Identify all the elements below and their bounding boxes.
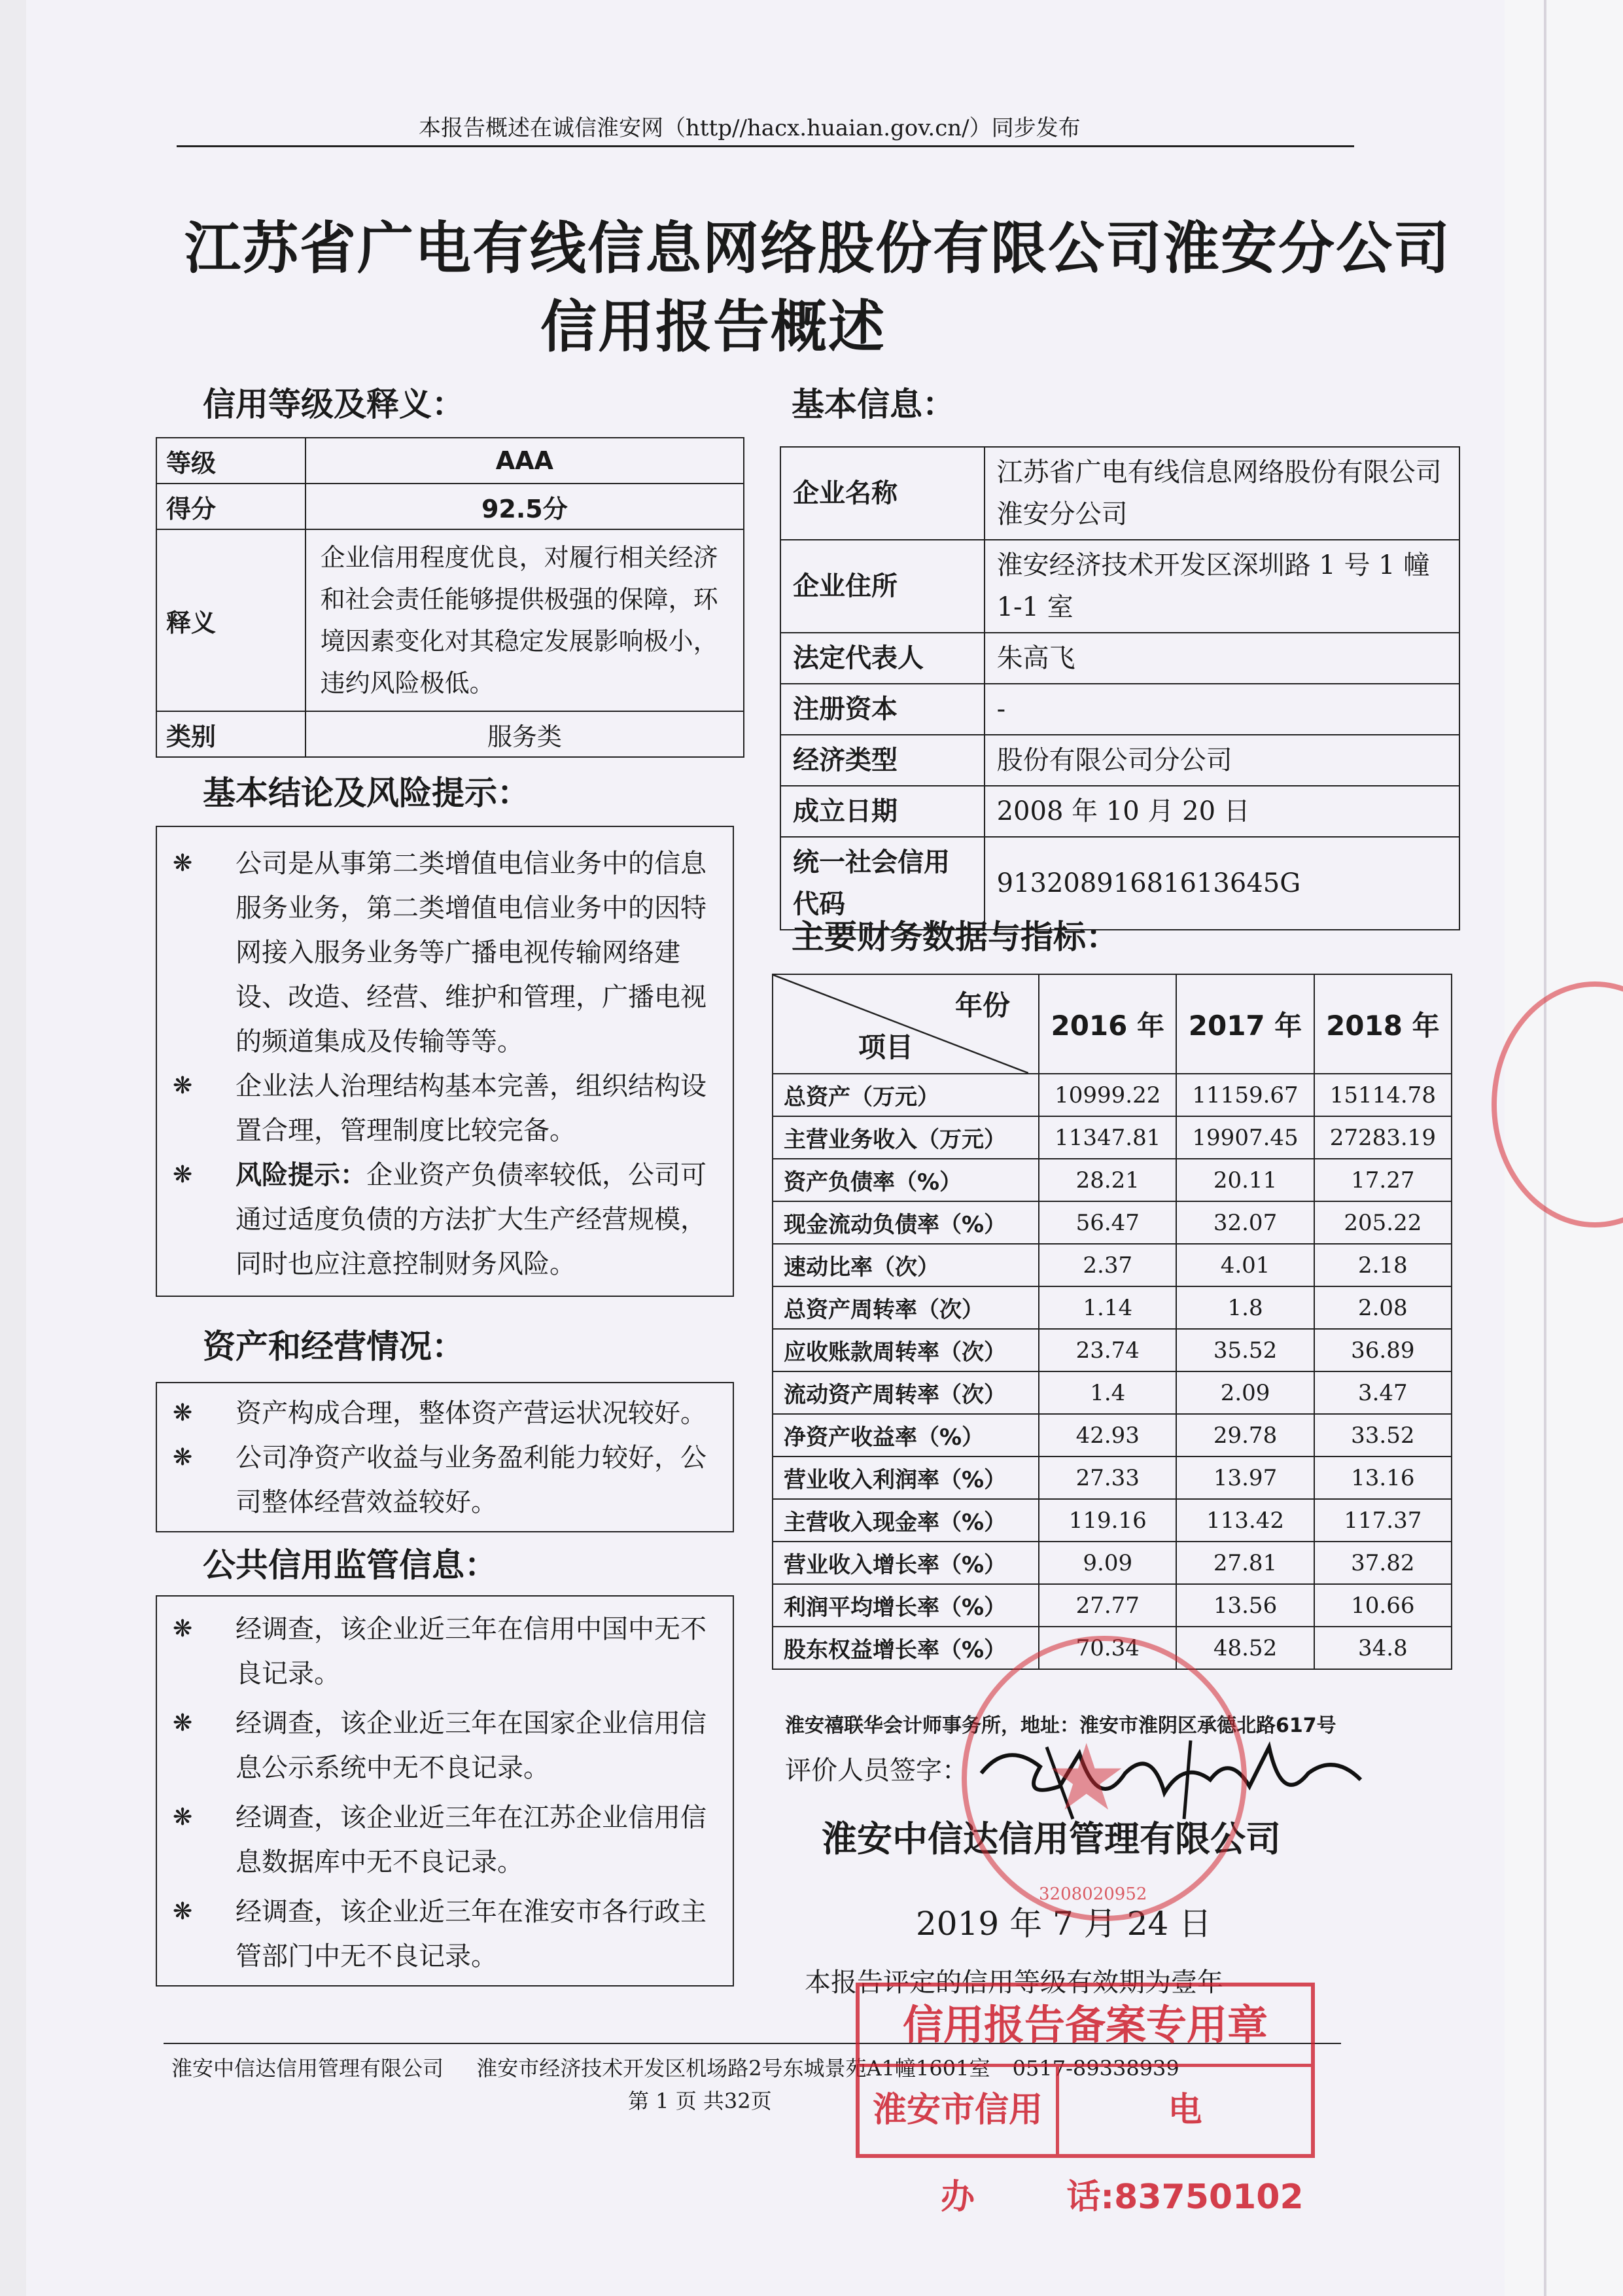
indicator-value: 35.52 — [1176, 1329, 1314, 1371]
item-text: 公司净资产收益与业务盈利能力较好，公司整体经营效益较好。 — [236, 1443, 707, 1517]
address-value: 淮安经济技术开发区深圳路 1 号 1 幢 1-1 室 — [985, 540, 1459, 633]
indicator-value: 11159.67 — [1176, 1074, 1314, 1116]
indicator-value: 13.16 — [1314, 1457, 1452, 1499]
table-header-row — [773, 974, 1452, 1074]
table-row — [780, 786, 1459, 837]
rating-category: 服务类 — [305, 711, 744, 757]
bullet-icon: ❋ — [173, 1898, 193, 1925]
indicator-value: 27.33 — [1039, 1457, 1176, 1499]
indicator-value: 113.42 — [1176, 1499, 1314, 1542]
seal-number: 3208020952 — [1039, 1884, 1147, 1904]
indicator-value: 1.4 — [1039, 1371, 1176, 1414]
indicator-value: 10999.22 — [1039, 1074, 1176, 1116]
credit-rating-heading: 信用等级及释义： — [203, 385, 464, 423]
basic-info-table — [780, 446, 1460, 930]
supervision-heading: 公共信用监管信息： — [203, 1546, 497, 1584]
item-text: 企业法人治理结构基本完善，组织结构设置合理，管理制度比较完备。 — [236, 1071, 707, 1146]
table-row — [773, 1116, 1452, 1159]
assets-heading: 资产和经营情况： — [203, 1328, 464, 1366]
indicator-value: 36.89 — [1314, 1329, 1452, 1371]
table-row — [773, 1584, 1452, 1627]
item-text: 经调查，该企业近三年在信用中国中无不良记录。 — [236, 1614, 707, 1689]
indicator-value: 11347.81 — [1039, 1116, 1176, 1159]
audit-firm-note: 淮安禧联华会计师事务所，地址：淮安市淮阴区承德北路617号 — [785, 1714, 1336, 1737]
list-item — [157, 1701, 733, 1790]
indicator-value: 2.18 — [1314, 1244, 1452, 1286]
rating-definition: 企业信用程度优良，对履行相关经济和社会责任能够提供极强的保障，环境因素变化对其稳定发展影响极小，违约风险极低。 — [305, 529, 744, 711]
rating-level: AAA — [305, 438, 744, 484]
cell-key: 类别 — [156, 711, 305, 757]
bullet-icon: ❋ — [173, 1400, 193, 1426]
indicator-name: 主营收入现金率（%） — [773, 1499, 1039, 1542]
list-item — [157, 1153, 733, 1286]
indicator-value: 10.66 — [1314, 1584, 1452, 1627]
cell-key: 注册资本 — [780, 684, 985, 735]
filing-stamp-title: 信用报告备案专用章 — [860, 1987, 1311, 2067]
indicator-name: 总资产周转率（次） — [773, 1286, 1039, 1329]
list-item — [157, 1607, 733, 1696]
indicator-value: 32.07 — [1176, 1201, 1314, 1244]
table-row — [780, 684, 1459, 735]
conclusion-box — [156, 826, 734, 1297]
publish-note: 本报告概述在诚信淮安网（http//hacx.huaian.gov.cn/）同步发布 — [419, 115, 1081, 141]
validity-note: 本报告评定的信用等级有效期为壹年 — [805, 1968, 1223, 1998]
indicator-value: 19907.45 — [1176, 1116, 1314, 1159]
table-row — [780, 447, 1459, 540]
table-row — [780, 633, 1459, 684]
header-rule — [177, 145, 1354, 147]
table-row — [156, 711, 744, 757]
indicator-name: 总资产（万元） — [773, 1074, 1039, 1116]
bullet-icon: ❋ — [173, 1444, 193, 1471]
item-text: 经调查，该企业近三年在国家企业信用信息公示系统中无不良记录。 — [236, 1708, 707, 1783]
legal-rep-value: 朱高飞 — [985, 633, 1459, 684]
founded-date-value: 2008 年 10 月 20 日 — [985, 786, 1459, 837]
cell-key: 法定代表人 — [780, 633, 985, 684]
list-item — [157, 1890, 733, 1979]
credit-rating-table — [156, 437, 744, 758]
list-item — [157, 1436, 733, 1525]
indicator-value: 23.74 — [1039, 1329, 1176, 1371]
indicator-name: 营业收入增长率（%） — [773, 1542, 1039, 1584]
list-item — [157, 1064, 733, 1153]
indicator-name: 营业收入利润率（%） — [773, 1457, 1039, 1499]
indicator-value: 37.82 — [1314, 1542, 1452, 1584]
table-row — [780, 540, 1459, 633]
indicator-value: 1.8 — [1176, 1286, 1314, 1329]
bullet-icon: ❋ — [173, 1616, 193, 1642]
basic-info-heading: 基本信息： — [792, 385, 955, 423]
indicator-value: 2.08 — [1314, 1286, 1452, 1329]
footer-company: 淮安中信达信用管理有限公司 — [171, 2056, 444, 2081]
indicator-value: 3.47 — [1314, 1371, 1452, 1414]
financial-heading: 主要财务数据与指标： — [792, 918, 1119, 956]
indicator-name: 现金流动负债率（%） — [773, 1201, 1039, 1244]
indicator-value: 29.78 — [1176, 1414, 1314, 1457]
header-year-label: 年份 — [954, 989, 1010, 1021]
item-text: 经调查，该企业近三年在淮安市各行政主管部门中无不良记录。 — [236, 1897, 707, 1971]
table-row — [773, 1457, 1452, 1499]
indicator-value: 4.01 — [1176, 1244, 1314, 1286]
footer-address: 淮安市经济技术开发区机场路2号东城景苑A1幢1601室 — [476, 2056, 990, 2081]
table-row — [773, 1414, 1452, 1457]
indicator-value: 13.97 — [1176, 1457, 1314, 1499]
table-row — [156, 484, 744, 529]
bullet-icon: ❋ — [173, 850, 193, 877]
supervision-box — [156, 1595, 734, 1987]
indicator-value: 15114.78 — [1314, 1074, 1452, 1116]
table-row — [156, 529, 744, 711]
item-text: 公司是从事第二类增值电信业务中的信息服务业务，第二类增值电信业务中的因特网接入服务业务等广播电视传输网络建设、改造、经营、维护和管理，广播电视的频道集成及传输等等。 — [236, 849, 707, 1057]
economic-type-value: 股份有限公司分公司 — [985, 735, 1459, 786]
indicator-value: 42.93 — [1039, 1414, 1176, 1457]
table-row — [773, 1201, 1452, 1244]
capital-value: - — [985, 684, 1459, 735]
page-number: 第 1 页 共32页 — [628, 2089, 772, 2113]
cell-key: 得分 — [156, 484, 305, 529]
indicator-value: 34.8 — [1314, 1627, 1452, 1669]
financial-table — [772, 974, 1452, 1670]
header-corner — [773, 974, 1039, 1074]
bullet-icon: ❋ — [173, 1072, 193, 1099]
bullet-icon: ❋ — [173, 1710, 193, 1737]
table-row — [773, 1074, 1452, 1116]
cell-key: 企业住所 — [780, 540, 985, 633]
indicator-value: 27.77 — [1039, 1584, 1176, 1627]
indicator-value: 2.09 — [1176, 1371, 1314, 1414]
table-row — [773, 1542, 1452, 1584]
report-title: 江苏省广电有线信息网络股份有限公司淮安分公司 — [184, 216, 1451, 281]
indicator-value: 28.21 — [1039, 1159, 1176, 1201]
bullet-icon: ❋ — [173, 1804, 193, 1831]
evaluator-label: 评价人员签字： — [785, 1756, 968, 1786]
table-row — [773, 1159, 1452, 1201]
table-row — [773, 1286, 1452, 1329]
item-text: 企业资产负债率较低，公司可通过适度负债的方法扩大生产经营规模，同时也应注意控制财务风险。 — [236, 1160, 707, 1279]
filing-stamp-office: 淮安市信用办 — [860, 2067, 1059, 2154]
indicator-value: 48.52 — [1176, 1627, 1314, 1669]
credit-code-value: 91320891681613645G — [985, 837, 1459, 930]
company-name-value: 江苏省广电有线信息网络股份有限公司淮安分公司 — [985, 447, 1459, 540]
cell-key: 等级 — [156, 438, 305, 484]
indicator-name: 净资产收益率（%） — [773, 1414, 1039, 1457]
indicator-value: 70.34 — [1039, 1627, 1176, 1669]
cell-key: 释义 — [156, 529, 305, 711]
risk-label: 风险提示： — [236, 1160, 366, 1190]
footer-phone: 0517-89338939 — [1012, 2056, 1179, 2081]
indicator-value: 119.16 — [1039, 1499, 1176, 1542]
cell-key: 经济类型 — [780, 735, 985, 786]
table-row — [773, 1244, 1452, 1286]
table-row — [773, 1329, 1452, 1371]
indicator-value: 56.47 — [1039, 1201, 1176, 1244]
indicator-value: 9.09 — [1039, 1542, 1176, 1584]
filing-stamp-phone: 电话:83750102 — [1066, 2091, 1304, 2217]
company-seal — [962, 1636, 1247, 1921]
cell-key: 企业名称 — [780, 447, 985, 540]
indicator-name: 主营业务收入（万元） — [773, 1116, 1039, 1159]
indicator-name: 利润平均增长率（%） — [773, 1584, 1039, 1627]
table-row — [773, 1371, 1452, 1414]
header-item-label: 项目 — [858, 1031, 914, 1063]
indicator-value: 117.37 — [1314, 1499, 1452, 1542]
assets-box — [156, 1382, 734, 1532]
rating-company: 淮安中信达信用管理有限公司 — [822, 1818, 1281, 1860]
table-row — [773, 1499, 1452, 1542]
indicator-value: 20.11 — [1176, 1159, 1314, 1201]
indicator-value: 2.37 — [1039, 1244, 1176, 1286]
indicator-value: 1.14 — [1039, 1286, 1176, 1329]
filing-stamp — [856, 1983, 1315, 2217]
indicator-name: 应收账款周转率（次） — [773, 1329, 1039, 1371]
year-header: 2018 年 — [1314, 974, 1452, 1074]
indicator-value: 33.52 — [1314, 1414, 1452, 1457]
report-subtitle: 信用报告概述 — [540, 294, 886, 360]
item-text: 经调查，该企业近三年在江苏企业信用信息数据库中无不良记录。 — [236, 1803, 707, 1877]
star-icon: ★ — [1045, 1725, 1128, 1831]
indicator-value: 27.81 — [1176, 1542, 1314, 1584]
rating-score: 92.5分 — [305, 484, 744, 529]
list-item — [157, 1391, 733, 1436]
cell-key: 统一社会信用代码 — [780, 837, 985, 930]
list-item — [157, 841, 733, 1064]
indicator-name: 资产负债率（%） — [773, 1159, 1039, 1201]
bullet-icon: ❋ — [173, 1161, 193, 1188]
year-header: 2016 年 — [1039, 974, 1176, 1074]
indicator-value: 13.56 — [1176, 1584, 1314, 1627]
item-text: 资产构成合理，整体资产营运状况较好。 — [236, 1398, 707, 1428]
indicator-name: 股东权益增长率（%） — [773, 1627, 1039, 1669]
conclusion-heading: 基本结论及风险提示： — [203, 774, 530, 812]
year-header: 2017 年 — [1176, 974, 1314, 1074]
indicator-value: 205.22 — [1314, 1201, 1452, 1244]
table-row — [780, 735, 1459, 786]
cell-key: 成立日期 — [780, 786, 985, 837]
indicator-name: 速动比率（次） — [773, 1244, 1039, 1286]
indicator-value: 27283.19 — [1314, 1116, 1452, 1159]
indicator-value: 17.27 — [1314, 1159, 1452, 1201]
indicator-name: 流动资产周转率（次） — [773, 1371, 1039, 1414]
list-item — [157, 1795, 733, 1884]
report-date: 2019 年 7 月 24 日 — [916, 1905, 1212, 1943]
table-row — [156, 438, 744, 484]
